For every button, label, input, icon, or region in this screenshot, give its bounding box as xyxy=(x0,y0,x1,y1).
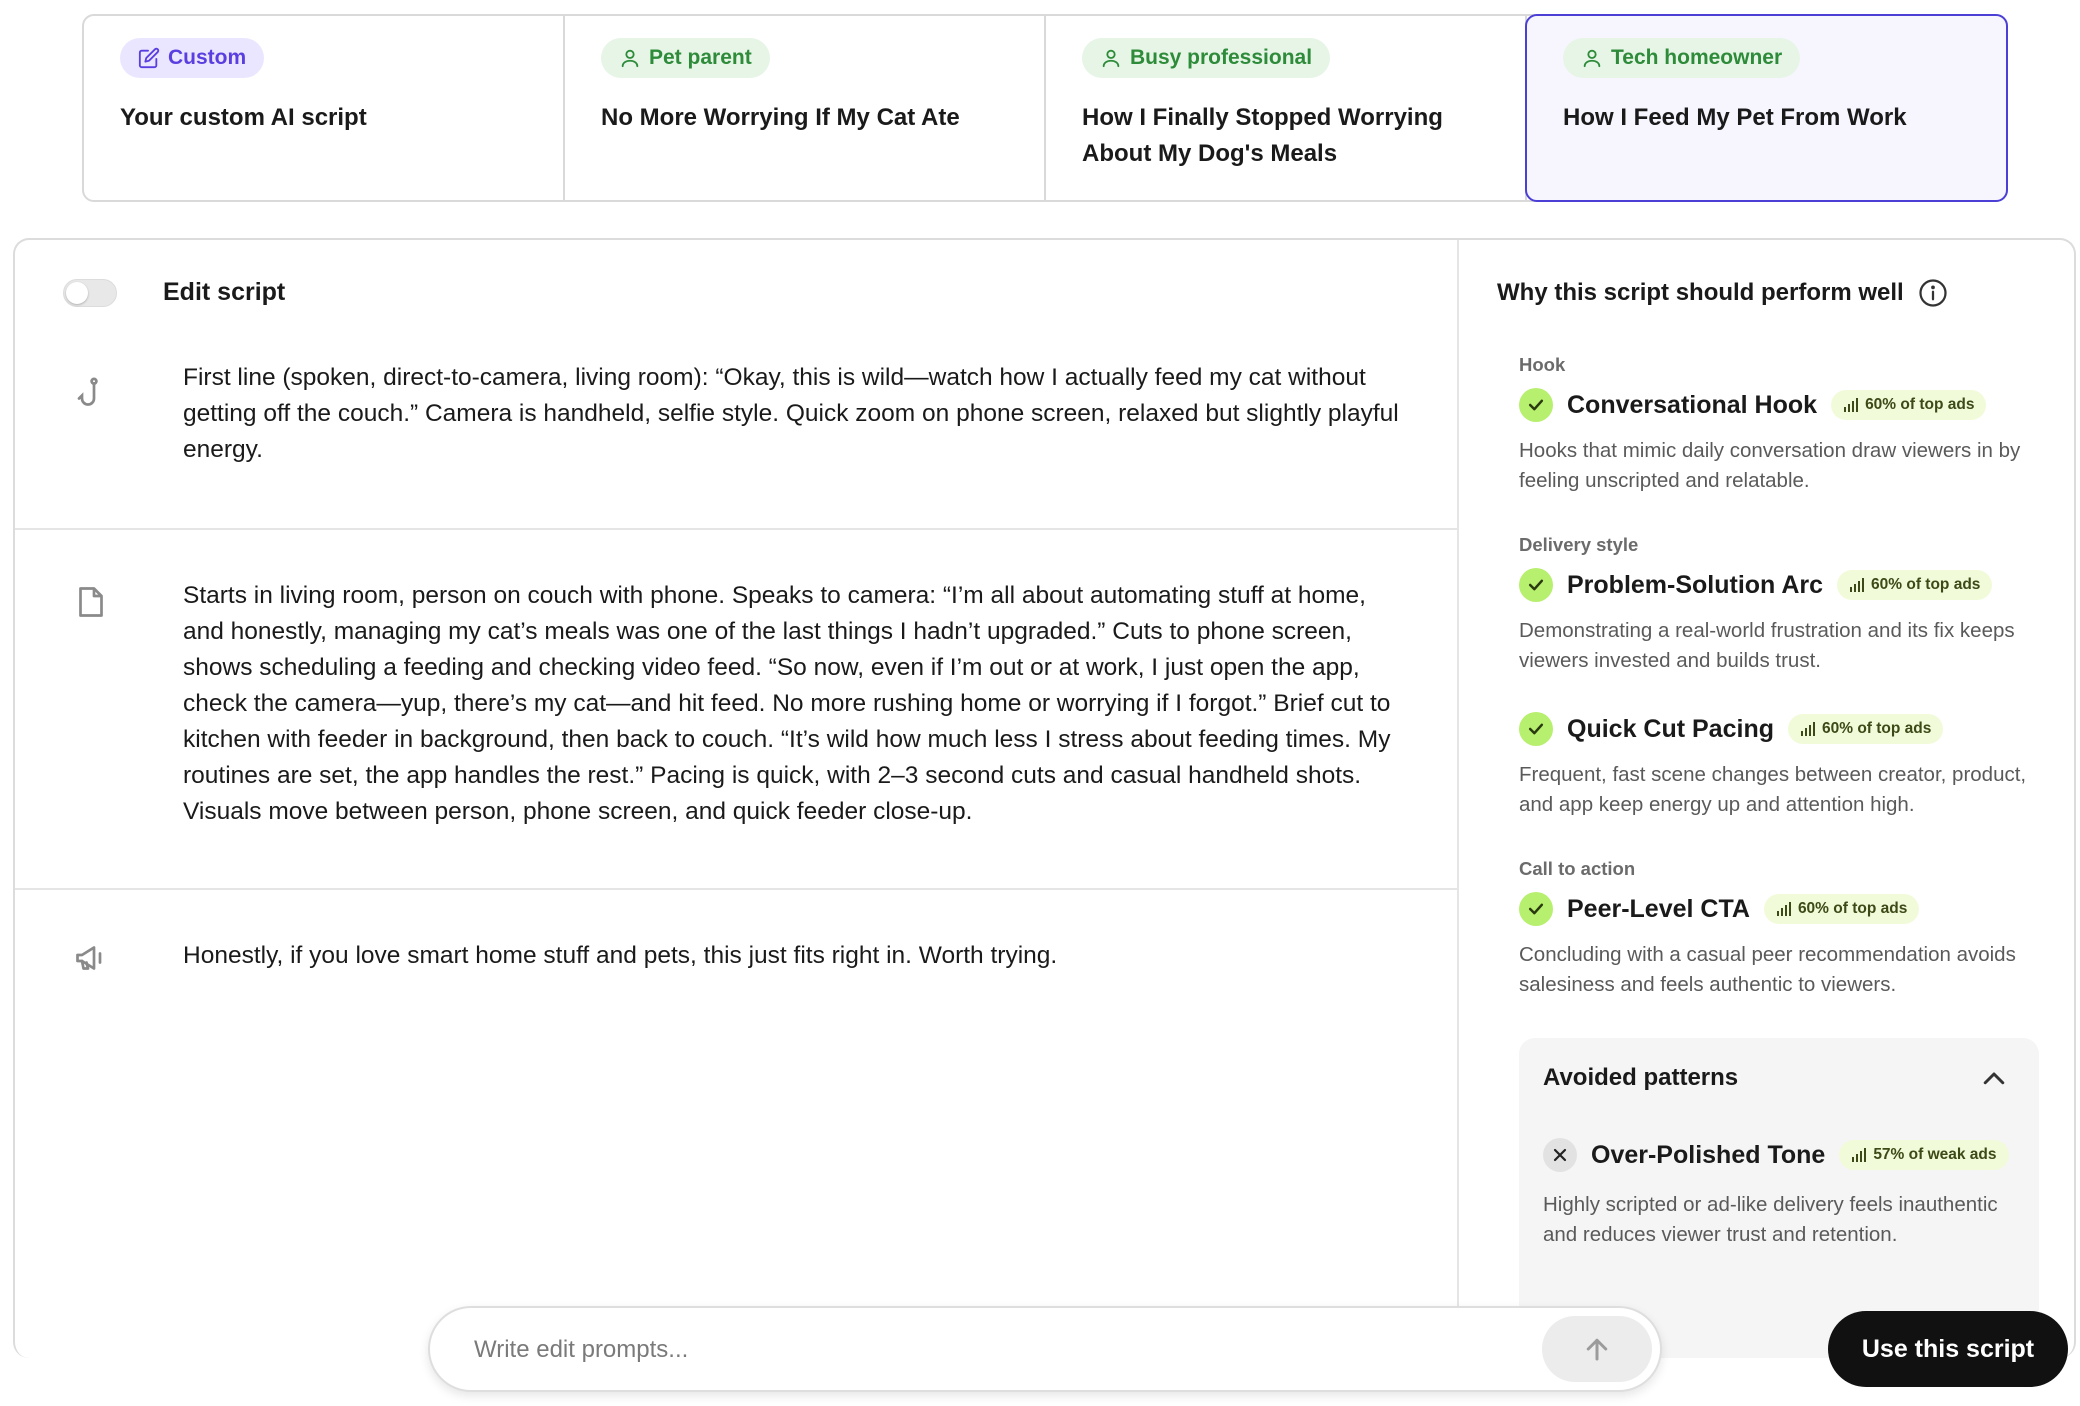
card-title: How I Finally Stopped Worrying About My Dog's Meals xyxy=(1082,104,1443,167)
avoided-name: Over-Polished Tone xyxy=(1591,1140,1826,1169)
section-text: First line (spoken, direct-to-camera, living room): “Okay, this is wild—watch how I actually feed my cat without getting off the couch.” Camera is handheld, selfie style. Quick zoom on phone screen, relaxed but slightly playful energy. xyxy=(183,364,1399,463)
card-title: How I Feed My Pet From Work xyxy=(1563,104,1907,131)
script-panel xyxy=(13,238,2076,1358)
stat-badge xyxy=(1831,390,1986,420)
analysis-panel xyxy=(1461,240,2076,1358)
section-text: Starts in living room, person on couch with phone. Speaks to camera: “I’m all about automating stuff at home, and honestly, managing my cat’s meals was one of the last things I hadn’t upgraded.” Cuts to phone screen, shows scheduling a feeding and checking video feed. “So now, even if I’m out or at work, I just open the app, check the camera—yup, there’s my cat—and hit feed. No more rushing home or worrying if I forgot.” Brief cut to kitchen with feeder in background, then back to couch. “It’s wild how much less I stress about feeding times. My routines are set, the app handles the rest.” Pacing is quick, with 2–3 second cuts and casual handheld shots. Visuals move between person, phone screen, and quick feeder close-up. xyxy=(183,582,1391,825)
script-editor xyxy=(15,240,1459,1358)
avoided-row xyxy=(1543,1138,2009,1172)
stat-label: 60% of top ads xyxy=(1821,720,1932,737)
trait-name: Conversational Hook xyxy=(1567,390,1818,419)
stat-badge xyxy=(1839,1140,2008,1170)
user-icon xyxy=(1581,47,1603,69)
send-button[interactable] xyxy=(1542,1316,1652,1382)
badge-label: Busy professional xyxy=(1130,46,1313,69)
use-script-button[interactable]: Use this script xyxy=(1828,1311,2068,1387)
user-icon xyxy=(1100,47,1122,69)
edit-script-label: Edit script xyxy=(163,278,286,306)
trait-name: Quick Cut Pacing xyxy=(1567,714,1774,743)
edit-prompt-bar xyxy=(428,1306,1662,1392)
signal-bars-icon xyxy=(1776,901,1792,917)
stat-badge xyxy=(1788,714,1943,744)
edit-icon xyxy=(138,47,160,69)
signal-bars-icon xyxy=(1800,721,1816,737)
persona-badge xyxy=(1563,38,1800,78)
chevron-up-icon[interactable] xyxy=(1979,1064,2009,1094)
section-divider xyxy=(15,528,1457,530)
info-icon[interactable] xyxy=(1918,278,1948,308)
avoided-description: Highly scripted or ad-like delivery feels inauthentic and reduces viewer trust and retention. xyxy=(1543,1193,1998,1246)
stat-label: 60% of top ads xyxy=(1871,576,1981,593)
stat-badge xyxy=(1764,894,1919,924)
trait-description: Hooks that mimic daily conversation draw viewers in by feeling unscripted and relatable. xyxy=(1519,439,2021,492)
script-options xyxy=(82,14,2008,202)
group-label: Delivery style xyxy=(1519,534,1639,555)
edit-script-toggle[interactable] xyxy=(63,279,117,307)
document-icon xyxy=(73,584,109,620)
avoided-title: Avoided patterns xyxy=(1543,1064,1739,1091)
user-icon xyxy=(619,47,641,69)
group-label: Call to action xyxy=(1519,858,1636,879)
badge-label: Pet parent xyxy=(649,46,752,69)
trait-row xyxy=(1519,568,1992,602)
check-icon xyxy=(1519,388,1553,422)
x-icon xyxy=(1543,1138,1577,1172)
trait-description: Concluding with a casual peer recommendation avoids salesiness and feels authentic to viewers. xyxy=(1519,943,2016,996)
edit-toggle-row xyxy=(63,278,285,307)
trait-description: Demonstrating a real-world frustration and its fix keeps viewers invested and builds trust. xyxy=(1519,619,2015,672)
megaphone-icon xyxy=(73,940,109,976)
edit-prompt-input[interactable] xyxy=(474,1328,1524,1372)
stat-label: 60% of top ads xyxy=(1865,396,1975,413)
section-text: Honestly, if you love smart home stuff and pets, this just fits right in. Worth trying. xyxy=(183,942,1058,969)
check-icon xyxy=(1519,712,1553,746)
trait-description: Frequent, fast scene changes between creator, product, and app keep energy up and attention high. xyxy=(1519,763,2027,816)
trait-row xyxy=(1519,712,1943,746)
persona-badge xyxy=(601,38,770,78)
group-label: Hook xyxy=(1519,354,1566,375)
signal-bars-icon xyxy=(1849,577,1865,593)
card-busy-professional[interactable] xyxy=(1046,16,1527,200)
card-custom[interactable] xyxy=(84,16,565,200)
analysis-title: Why this script should perform well xyxy=(1497,279,1904,306)
hook-icon xyxy=(73,376,109,412)
persona-badge xyxy=(1082,38,1330,78)
signal-bars-icon xyxy=(1843,397,1859,413)
stat-badge xyxy=(1837,570,1992,600)
section-divider xyxy=(15,888,1457,890)
trait-name: Problem-Solution Arc xyxy=(1567,570,1824,599)
stat-label: 60% of top ads xyxy=(1797,900,1908,917)
custom-badge xyxy=(120,38,264,78)
trait-row xyxy=(1519,892,1919,926)
card-title: Your custom AI script xyxy=(120,104,367,131)
stat-label: 57% of weak ads xyxy=(1873,1146,1997,1163)
badge-label: Tech homeowner xyxy=(1611,46,1783,69)
check-icon xyxy=(1519,892,1553,926)
badge-label: Custom xyxy=(168,46,247,69)
trait-name: Peer-Level CTA xyxy=(1567,894,1750,923)
check-icon xyxy=(1519,568,1553,602)
signal-bars-icon xyxy=(1851,1147,1867,1163)
arrow-up-icon xyxy=(1582,1334,1612,1364)
card-title: No More Worrying If My Cat Ate xyxy=(601,104,960,131)
analysis-header xyxy=(1497,278,1948,308)
trait-row xyxy=(1519,388,1986,422)
card-pet-parent[interactable] xyxy=(565,16,1046,200)
card-tech-homeowner[interactable] xyxy=(1525,14,2008,202)
